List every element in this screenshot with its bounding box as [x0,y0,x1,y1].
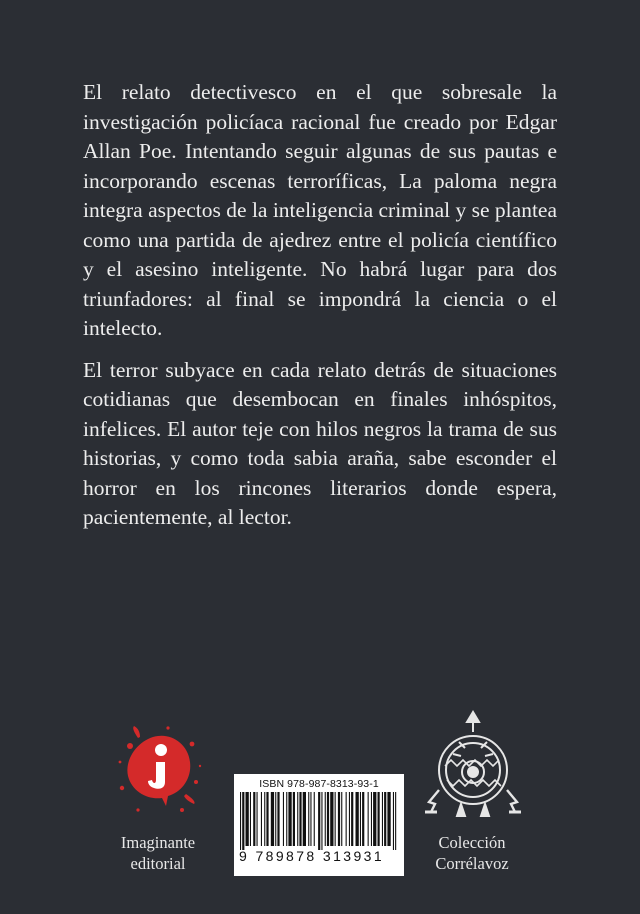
isbn-label: ISBN 978-987-8313-93-1 [259,778,379,790]
blurb-paragraph-2: El terror subyace en cada relato detrás de situaciones cotidianas que desembocan en finales inhóspitos, infelices. El autor teje con hilos negros la trama de sus historias, y como toda sabia araña, sabe esconder el horror en los rincones literarios donde espera, pacientemente, al lector. [83,357,557,529]
collection-name-line-1: Colección [438,833,506,852]
publisher-logo-icon [108,722,208,822]
barcode-number: 9 789878 313931 [239,848,384,864]
back-cover-blurb [83,78,557,545]
barcode-bars [238,792,400,850]
publisher-name-line-2: editorial [130,854,186,873]
collection-name-line-2: Corrélavoz [435,854,509,873]
publisher-name-line-1: Imaginante [120,833,196,852]
collection-name [422,832,522,874]
publisher-name [108,832,208,874]
blurb-paragraph-1: El relato detectivesco en el que sobresale la investigación policíaca racional fue creado por Edgar Allan Poe. Intentando seguir algunas de sus pautas e incorporando escenas terroríficas, La paloma negra integra aspectos de la inteligencia criminal y se plantea como una partida de ajedrez entre el policía científico y el asesino inteligente. No habrá lugar para dos triunfadores: al final se impondrá la ciencia o el intelecto. [83,80,557,340]
collection-logo-icon [421,708,525,822]
isbn-barcode [234,774,404,876]
